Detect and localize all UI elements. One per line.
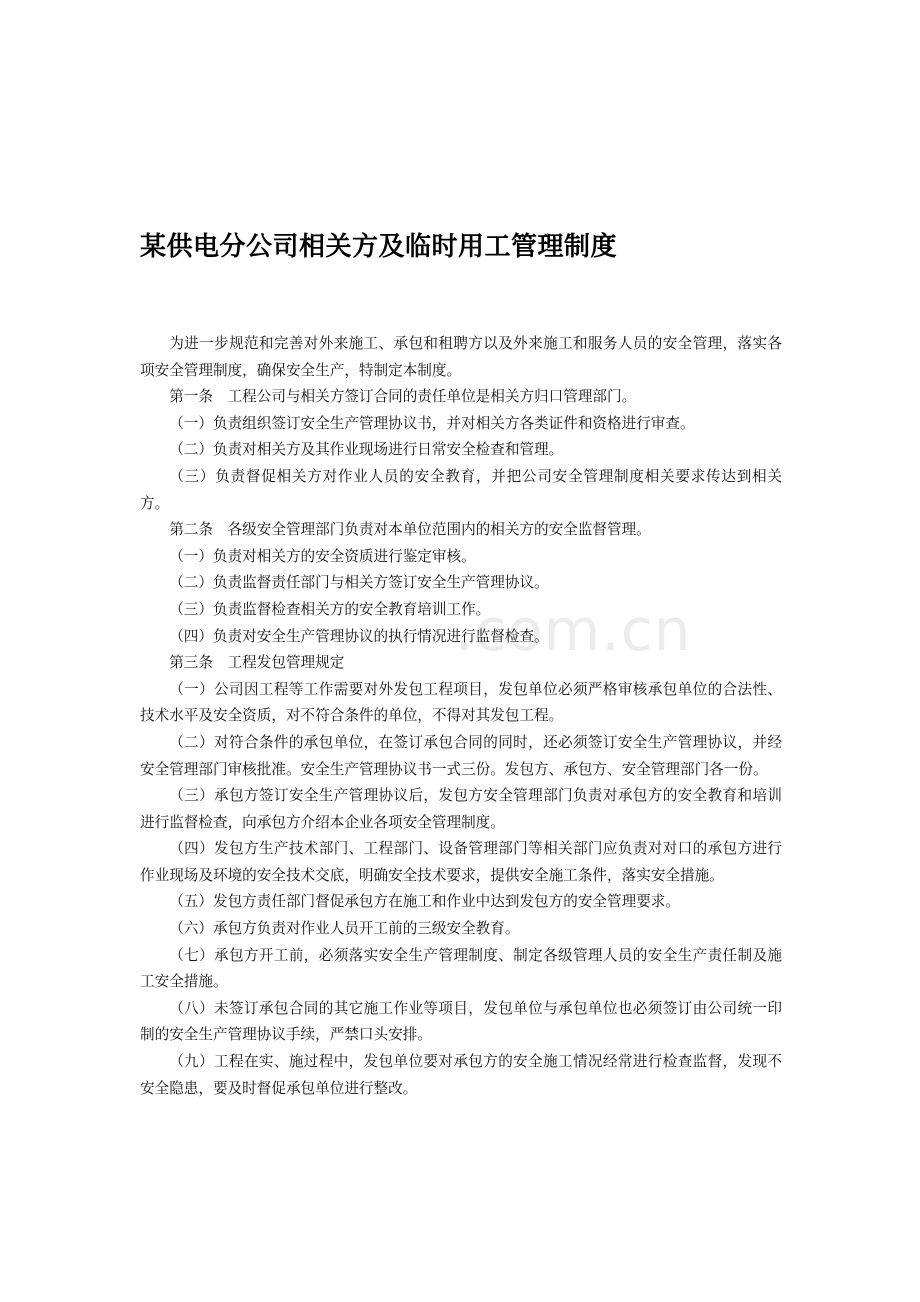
paragraph-article-3-item-2: （二）对符合条件的承包单位，在签订承包合同的同时，还必须签订安全生产管理协议，并经安全管理部门审核批准。安全生产管理协议书一式三份。发包方、承包方、安全管理部门各一份。 — [140, 733, 782, 778]
paragraph-article-3-item-7: （七）承包方开工前，必须落实安全生产管理制度、制定各级管理人员的安全生产责任制及施工安全措施。 — [140, 946, 782, 991]
paragraph-article-1-item-2: （二）负责对相关方及其作业现场进行日常安全检查和管理。 — [169, 441, 564, 459]
paragraph-article-2-item-3: （三）负责监督检查相关方的安全教育培训工作。 — [169, 600, 491, 618]
watermark-text: .com.cn — [455, 596, 692, 664]
document-body — [140, 331, 782, 1102]
paragraph-article-3: 第三条 工程发包管理规定 — [169, 654, 345, 672]
paragraph-article-3-item-9: （九）工程在实、施过程中，发包单位要对承包方的安全施工情况经常进行检查监督，发现不安全隐患，要及时督促承包单位进行整改。 — [140, 1053, 782, 1097]
paragraph-article-3-item-8: （八）未签订承包合同的其它施工作业等项目，发包单位与承包单位也必须签订由公司统一印制的安全生产管理协议手续，严禁口头安排。 — [140, 999, 782, 1044]
paragraph-article-1: 第一条 工程公司与相关方签订合同的责任单位是相关方归口管理部门。 — [169, 388, 637, 406]
paragraph-article-3-item-4: （四）发包方生产技术部门、工程部门、设备管理部门等相关部门应负责对对口的承包方进行作业现场及环境的安全技术交底，明确安全技术要求，提供安全施工条件，落实安全措施。 — [140, 840, 782, 884]
paragraph-article-3-item-1: （一）公司因工程等工作需要对外发包工程项目，发包单位必须严格审核承包单位的合法性、技术水平及安全资质，对不符合条件的单位，不得对其发包工程。 — [140, 680, 782, 725]
paragraph-article-3-item-5: （五）发包方责任部门督促承包方在施工和作业中达到发包方的安全管理要求。 — [169, 893, 680, 911]
paragraph-article-1-item-3: （三）负责督促相关方对作业人员的安全教育，并把公司安全管理制度相关要求传达到相关方。 — [140, 467, 782, 512]
document-title: 某供电分公司相关方及临时用工管理制度 — [140, 232, 618, 262]
paragraph-article-2: 第二条 各级安全管理部门负责对本单位范围内的相关方的安全监督管理。 — [169, 521, 651, 539]
paragraph-article-3-item-6: （六）承包方负责对作业人员开工前的三级安全教育。 — [169, 920, 520, 938]
paragraph-article-2-item-4: （四）负责对安全生产管理协议的执行情况进行监督检查。 — [169, 627, 549, 645]
paragraph-article-1-item-1: （一）负责组织签订安全生产管理协议书，并对相关方各类证件和资格进行审查。 — [169, 414, 695, 432]
paragraph-article-3-item-3: （三）承包方签订安全生产管理协议后，发包方安全管理部门负责对承包方的安全教育和培训进行监督检查，向承包方介绍本企业各项安全管理制度。 — [140, 787, 782, 831]
paragraph-intro: 为进一步规范和完善对外来施工、承包和租聘方以及外来施工和服务人员的安全管理，落实各项安全管理制度，确保安全生产，特制定本制度。 — [140, 335, 782, 379]
paragraph-article-2-item-1: （一）负责对相关方的安全资质进行鉴定审核。 — [169, 547, 476, 565]
paragraph-article-2-item-2: （二）负责监督责任部门与相关方签订安全生产管理协议。 — [169, 574, 549, 592]
